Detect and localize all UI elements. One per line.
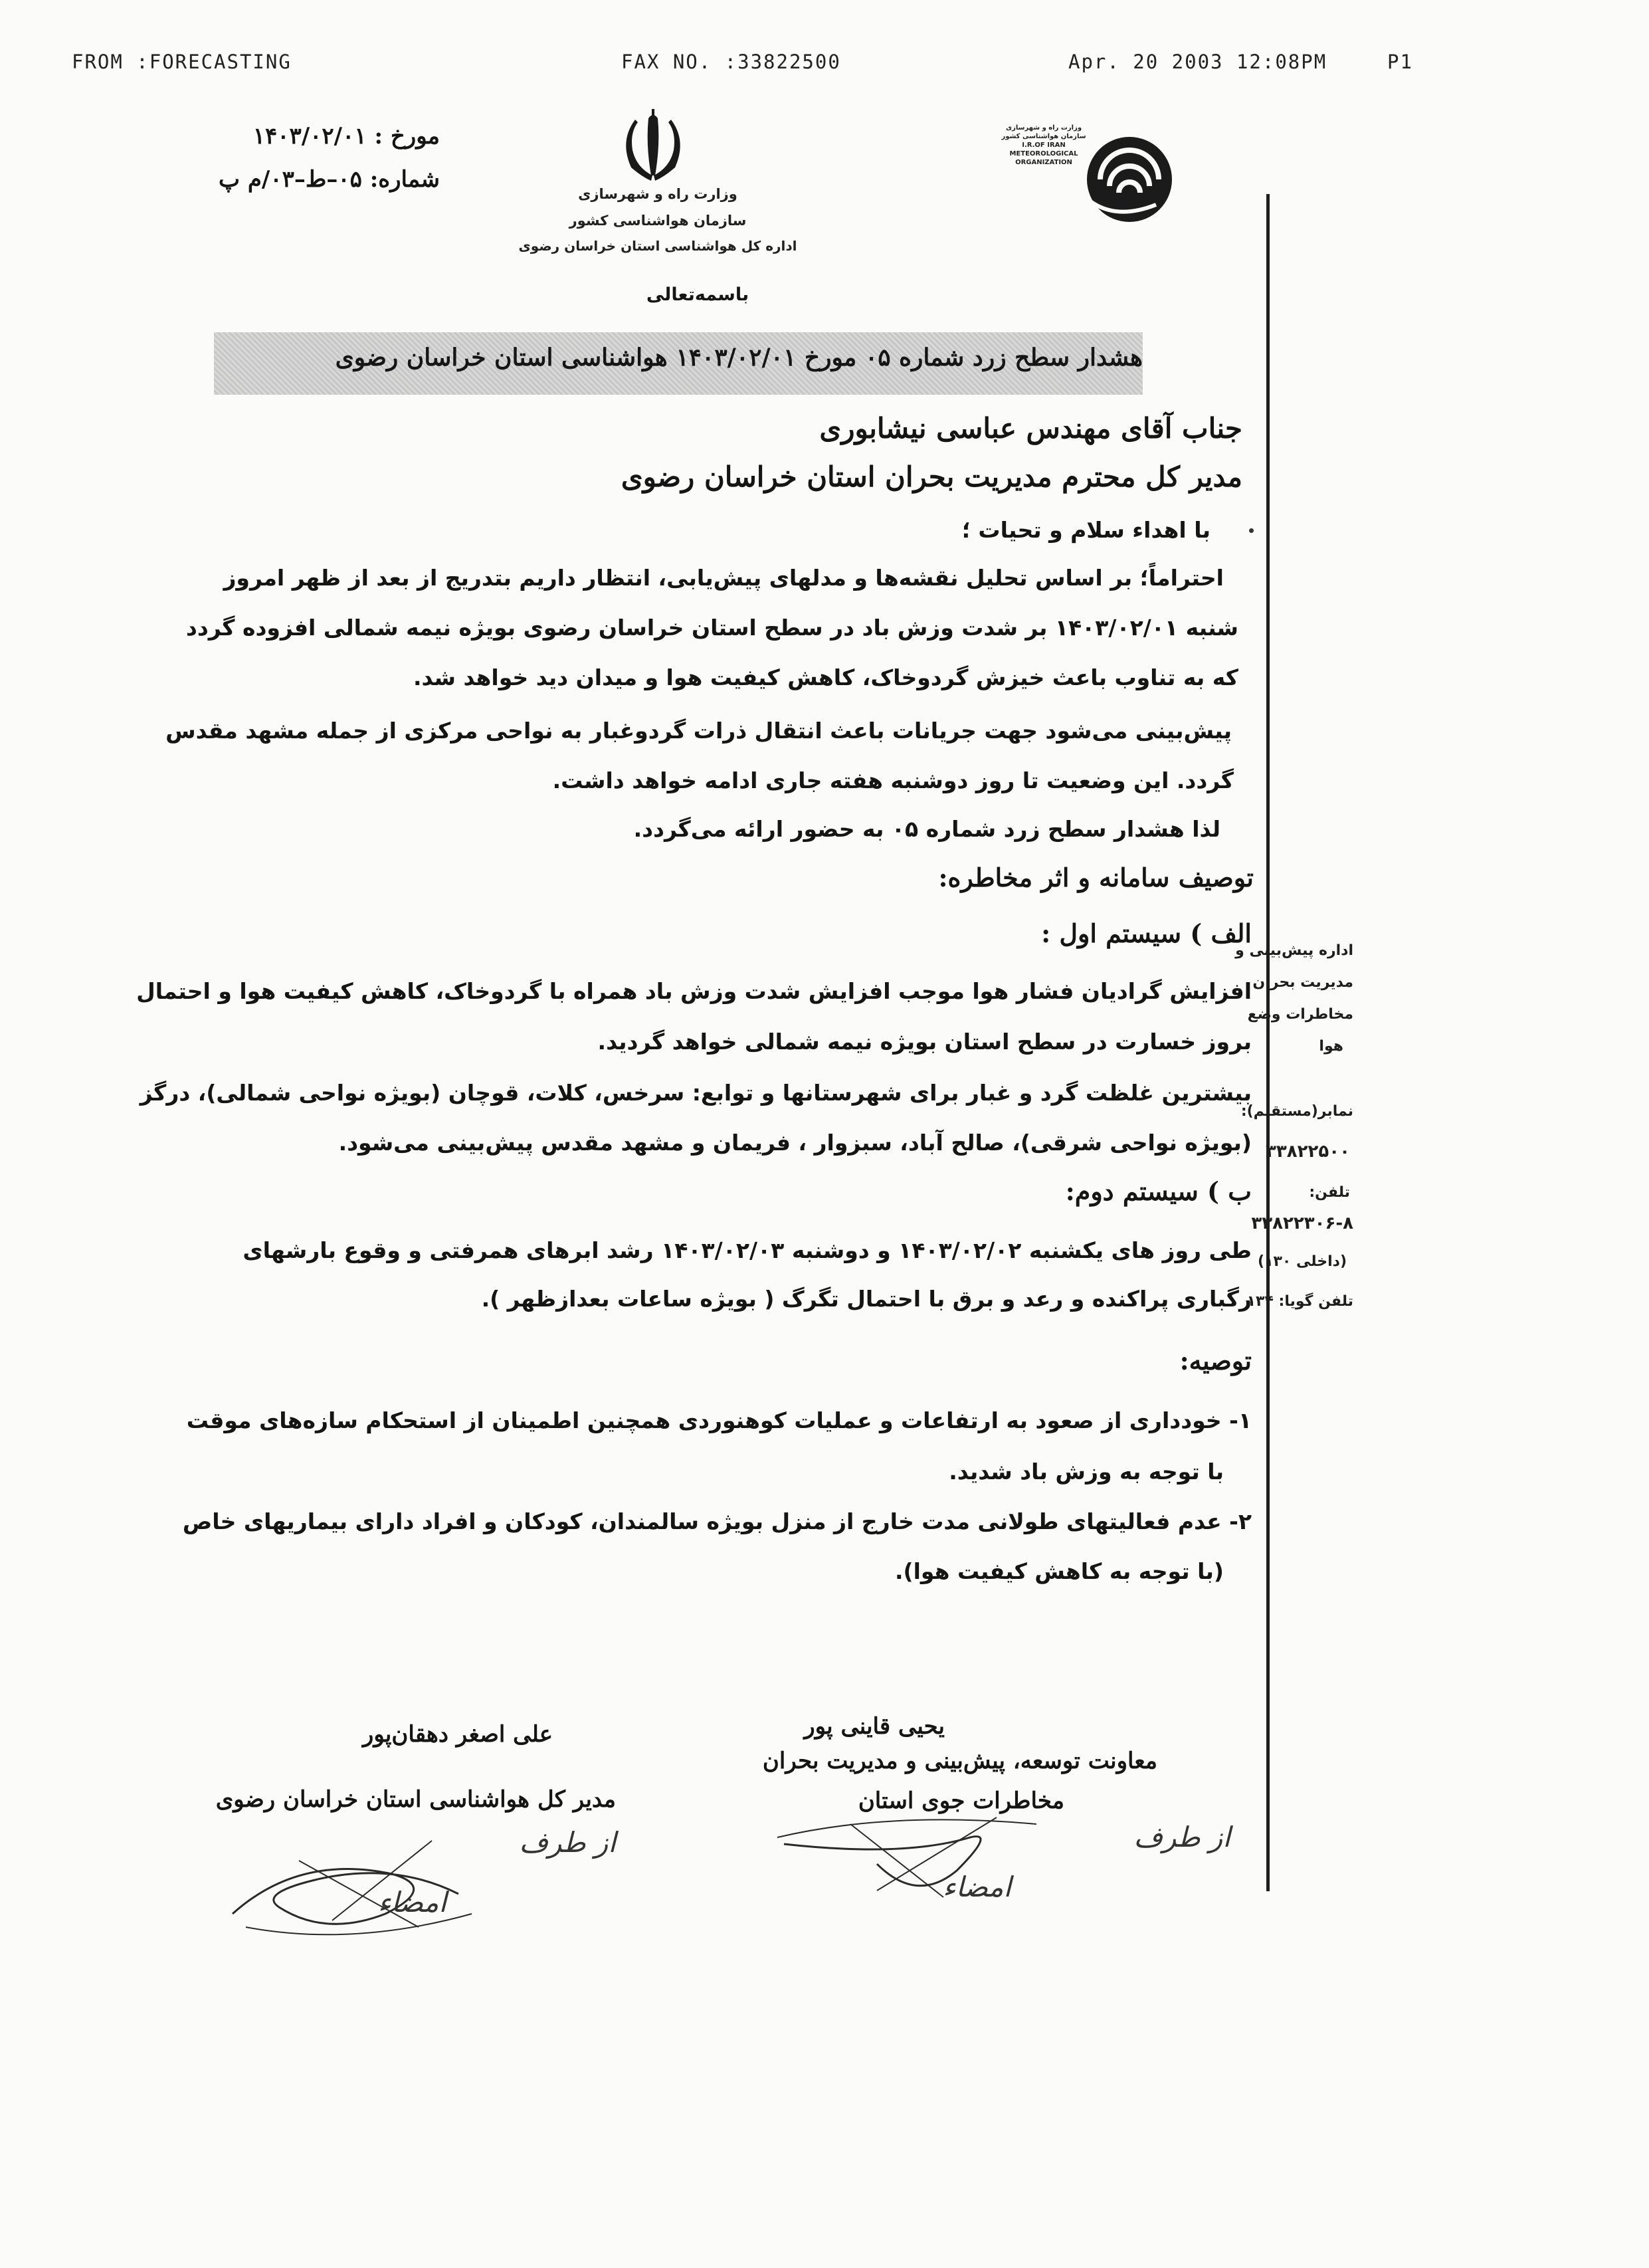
body-line: پیش‌بینی می‌شود جهت جریانات باعث انتقال ذرات گردوغبار به نواحی مرکزی از جمله مشهد مقدس	[165, 718, 1232, 744]
body-line: احتراماً؛ بر اساس تحلیل نقشه‌ها و مدلهای پیش‌یابی، انتظار داریم بتدریج از بعد از ظهر امروز	[223, 565, 1224, 591]
recommend-heading: توصیه:	[1179, 1346, 1252, 1376]
sidebar-line: نمابر(مستقیم):	[1240, 1103, 1353, 1120]
signer-right-name: یحیی قاینی پور	[804, 1713, 945, 1740]
system2-line: رگباری پراکنده و رعد و برق با احتمال تگرگ ( بویژه ساعات بعدازظهر ).	[481, 1286, 1252, 1312]
system1-heading: الف ) سیستم اول :	[1041, 918, 1252, 948]
signer-right-title1: معاونت توسعه، پیش‌بینی و مدیریت بحران	[762, 1748, 1157, 1774]
body-line: لذا هشدار سطح زرد شماره ۰۵ به حضور ارائه می‌گردد.	[633, 816, 1220, 842]
sidebar-line: اداره پیش‌بینی و	[1235, 942, 1353, 959]
sidebar-line: مخاطرات وضع	[1247, 1006, 1353, 1023]
fax-datetime: Apr. 20 2003 12:08PM	[1068, 51, 1327, 73]
signer-left-note1: از طرف	[519, 1826, 616, 1859]
signer-left-name: علی اصغر دهقان‌پور	[362, 1721, 553, 1748]
sidebar-line: مدیریت بحران	[1252, 974, 1353, 991]
meteorological-org-logo	[990, 121, 1176, 234]
logo-line: ORGANIZATION	[1015, 159, 1072, 166]
signer-right-title2: مخاطرات جوی استان	[858, 1788, 1064, 1814]
sidebar-line: تلفن گویا: ۱۳۴	[1246, 1293, 1353, 1310]
invocation: باسمه‌تعالی	[646, 284, 749, 305]
warning-title: هشدار سطح زرد شماره ۰۵ مورخ ۱۴۰۳/۰۲/۰۱ هواشناسی استان خراسان رضوی	[335, 344, 1143, 371]
signer-left-title: مدیر کل هواشناسی استان خراسان رضوی	[215, 1786, 616, 1813]
iran-emblem-icon	[610, 106, 696, 186]
greeting: با اهداء سلام و تحیات ؛	[961, 517, 1211, 543]
sidebar-divider	[1266, 194, 1270, 1891]
emblem-ministry: وزارت راه و شهرسازی	[578, 186, 737, 202]
sidebar-line: (داخلی ۱۳۰)	[1258, 1253, 1347, 1270]
logo-line: وزارت راه و شهرسازی	[1005, 124, 1082, 132]
recommend-line: با توجه به وزش باد شدید.	[949, 1459, 1224, 1485]
system1-line: (بویژه نواحی شرقی)، صالح آباد، سبزوار ، فریمان و مشهد مقدس پیش‌بینی می‌شود.	[338, 1130, 1252, 1156]
system1-line: افزایش گرادیان فشار هوا موجب افزایش شدت وزش باد همراه با گردوخاک، کاهش کیفیت هوا و احتمال	[136, 978, 1252, 1004]
recommend-line: (با توجه به کاهش کیفیت هوا).	[894, 1558, 1224, 1584]
logo-line: سازمان هواشناسی کشور	[1001, 133, 1086, 140]
recommend-line: ۲- عدم فعالیتهای طولانی مدت خارج از منزل بویژه سالمندان، کودکان و افراد دارای بیماریهای خاص	[182, 1508, 1252, 1534]
letter-number: شماره: ۰۵–ط–۰۳/م پ	[219, 166, 440, 193]
addressee-title: مدیر کل محترم مدیریت بحران استان خراسان رضوی	[621, 461, 1242, 493]
logo-text	[994, 124, 1094, 167]
sidebar-line: هوا	[1319, 1038, 1343, 1055]
system2-heading: ب ) سیستم دوم:	[1065, 1176, 1252, 1206]
signer-right-note1: از طرف	[1133, 1821, 1230, 1853]
body-line: که به تناوب باعث خیزش گردوخاک، کاهش کیفیت هوا و میدان دید خواهد شد.	[413, 665, 1238, 690]
fax-from: FROM :FORECASTING	[72, 51, 292, 73]
logo-line: I.R.OF IRAN	[1022, 142, 1066, 149]
signature-right-icon	[771, 1798, 1116, 1930]
system1-line: بروز خسارت در سطح استان بویژه نیمه شمالی خواهد گردید.	[597, 1029, 1252, 1055]
sidebar-line: تلفن:	[1309, 1184, 1350, 1201]
addressee-name: جناب آقای مهندس عباسی نیشابوری	[819, 412, 1242, 445]
system1-line: بیشترین غلظت گرد و غبار برای شهرستانها و توابع: سرخس، کلات، قوچان (بویژه نواحی شمالی)، درگز	[140, 1080, 1252, 1106]
emblem-dept: اداره کل هواشناسی استان خراسان رضوی	[518, 238, 797, 254]
signer-left-note2: امضاء	[377, 1886, 446, 1918]
fax-number: FAX NO. :33822500	[621, 51, 841, 73]
fax-page: P1	[1387, 51, 1413, 73]
logo-line: METEOROLOGICAL	[1009, 150, 1078, 157]
sidebar-fax-number: ۳۳۸۲۲۵۰۰	[1266, 1142, 1350, 1162]
letter-date: مورخ : ۱۴۰۳/۰۲/۰۱	[252, 123, 440, 150]
bullet-dot	[1249, 528, 1254, 533]
sidebar-phone: ۳۳۸۲۲۳۰۶-۸	[1251, 1213, 1353, 1233]
body-line: شنبه ۱۴۰۳/۰۲/۰۱ بر شدت وزش باد در سطح استان خراسان رضوی بویژه نیمه شمالی افزوده گردد	[185, 615, 1238, 641]
recommend-line: ۱- خودداری از صعود به ارتفاعات و عملیات کوهنوردی همچنین اطمینان از استحکام سازه‌های موقت	[186, 1407, 1252, 1433]
body-line: گردد. این وضعیت تا روز دوشنبه هفته جاری ادامه خواهد داشت.	[552, 768, 1234, 793]
system2-line: طی روز های یکشنبه ۱۴۰۳/۰۲/۰۲ و دوشنبه ۱۴۰۳/۰۲/۰۳ رشد ابرهای همرفتی و وقوع بارشهای	[242, 1237, 1252, 1263]
emblem-org: سازمان هواشناسی کشور	[569, 213, 747, 229]
signer-right-note2: امضاء	[942, 1871, 1011, 1903]
section-title: توصیف سامانه و اثر مخاطره:	[938, 863, 1254, 892]
